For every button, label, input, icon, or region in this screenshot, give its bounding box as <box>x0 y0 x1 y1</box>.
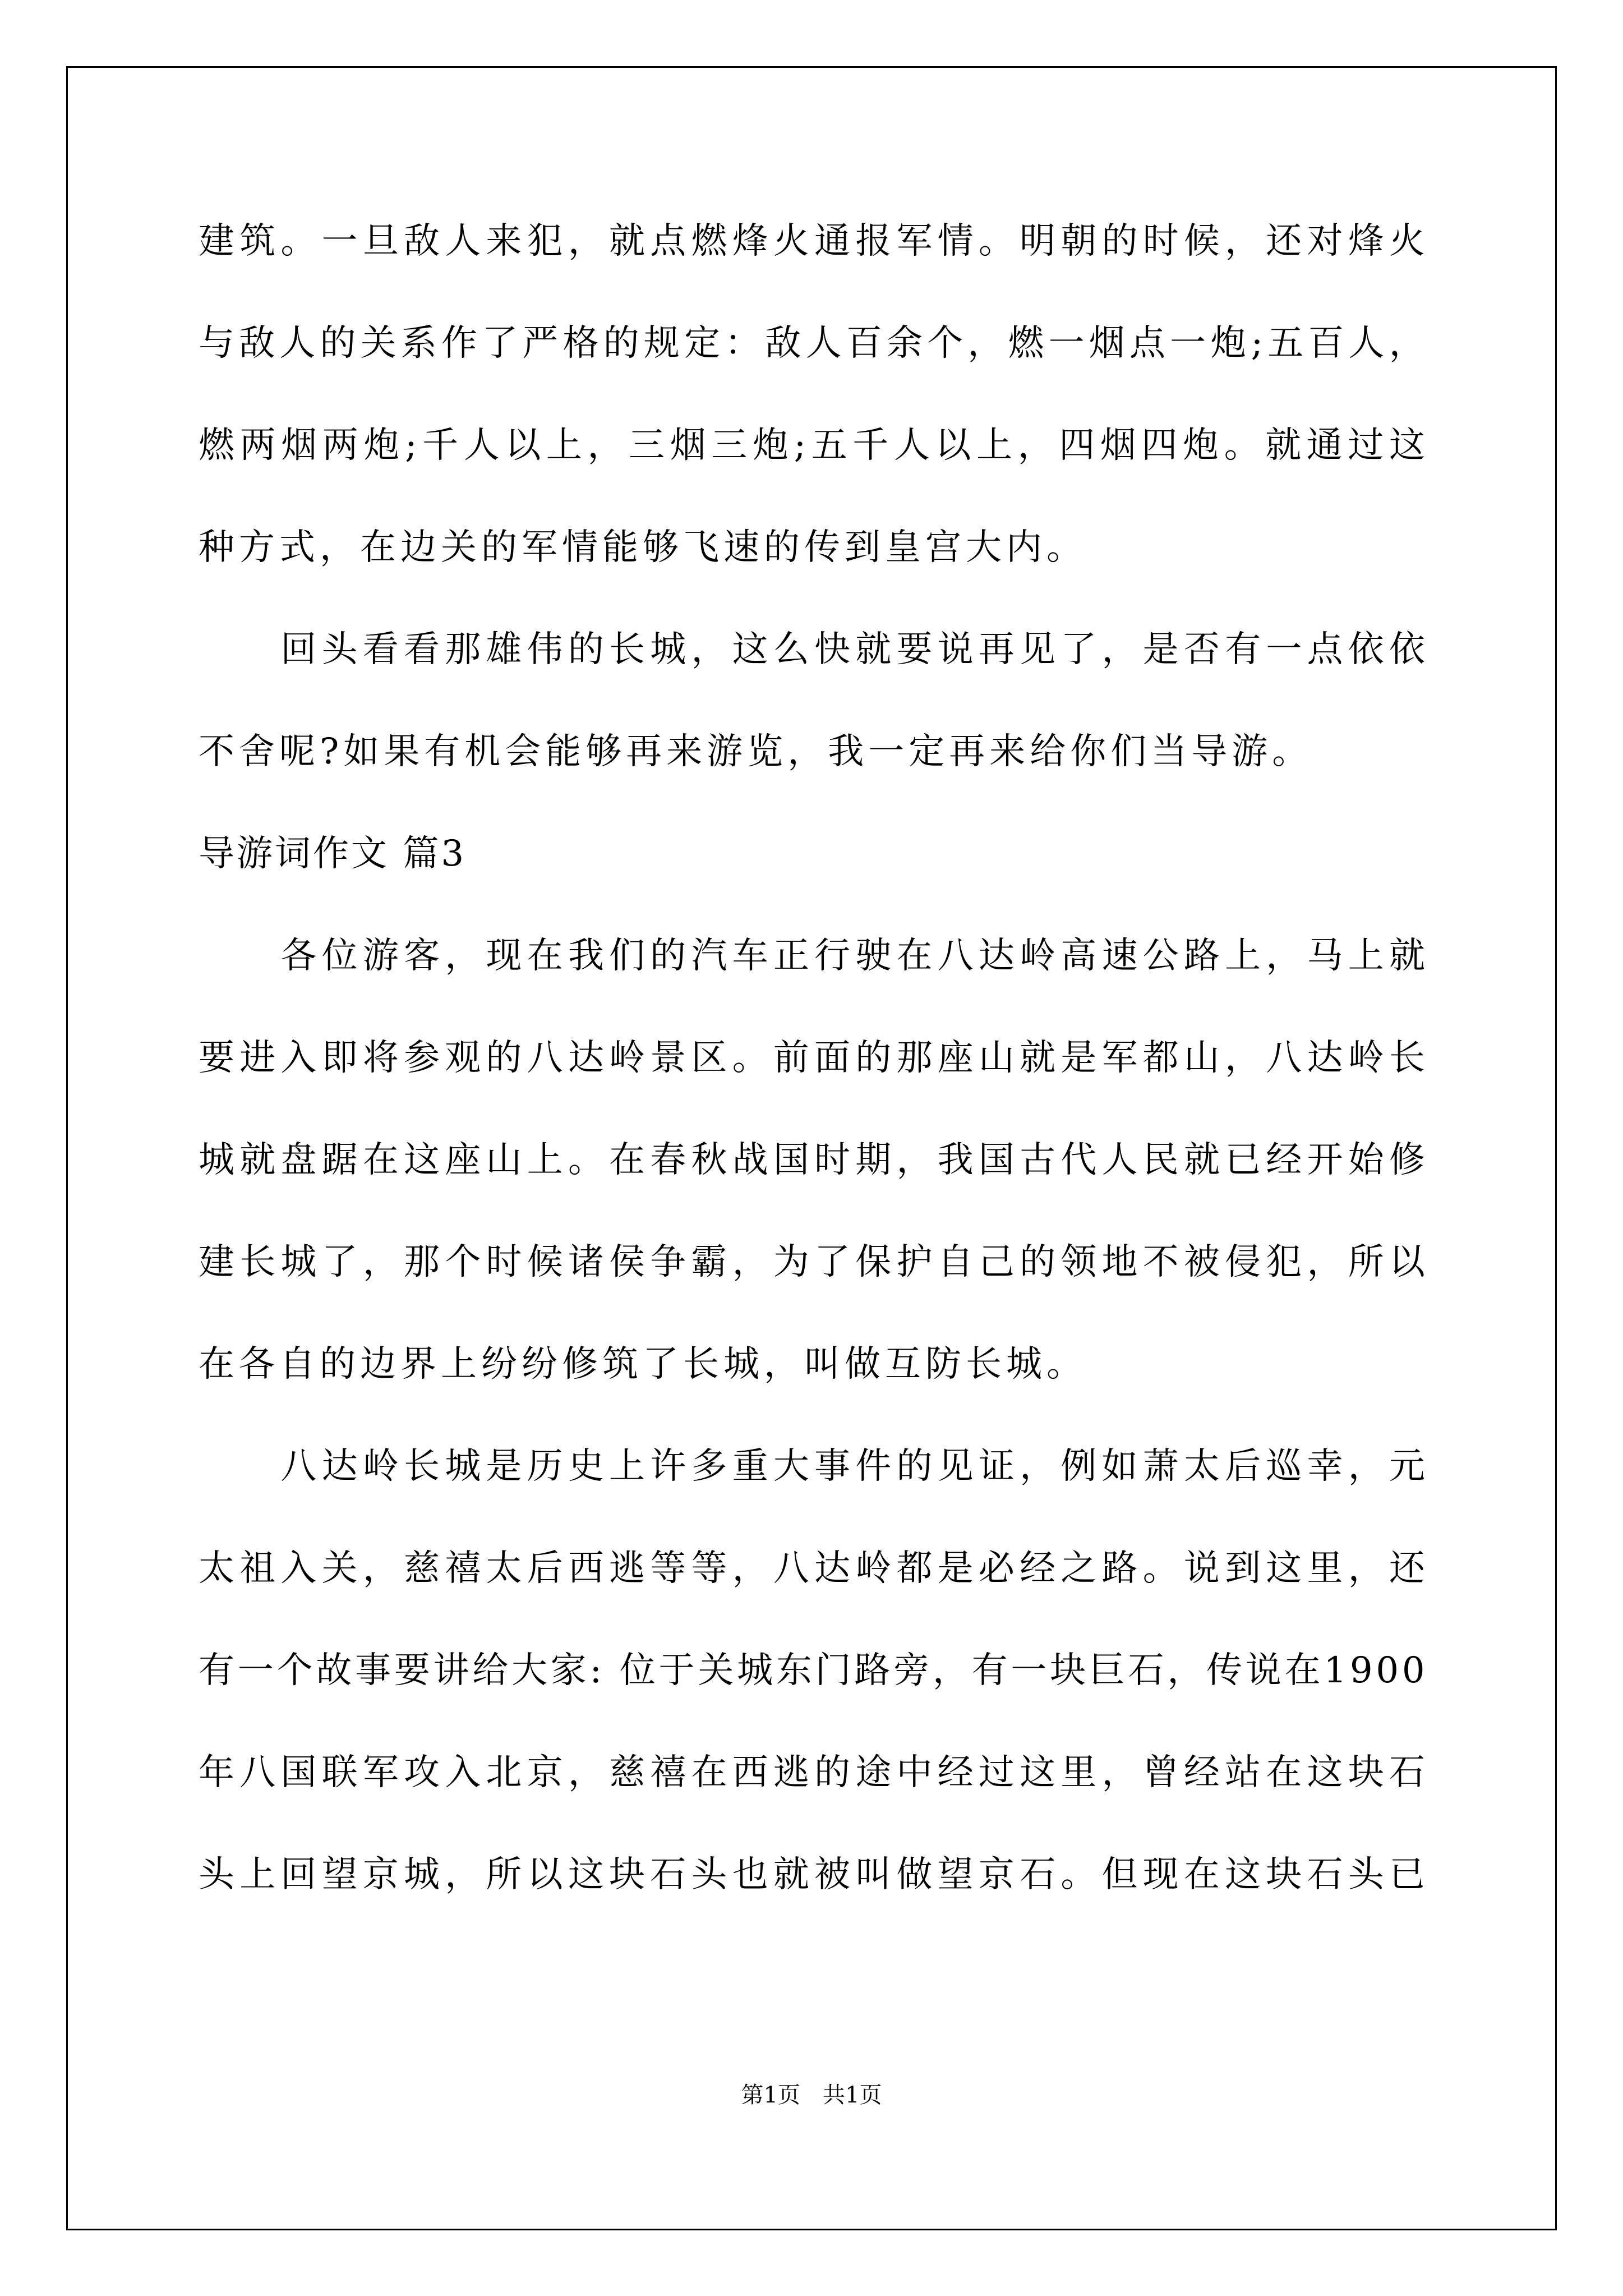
text-line: 不舍呢?如果有机会能够再来游览，我一定再来给你们当导游。 <box>199 731 1313 772</box>
text-line: 与 敌 人 的 关 系 作 了 严 格 的 规 定 ： 敌 人 百 余 个 ， 燃 一 烟 点 一 炮 ; 五 百 人 ， <box>199 323 1425 364</box>
text-line: 城 就 盘 踞 在 这 座 山 上 。 在 春 秋 战 国 时 期 ， 我 国 古 代 人 民 就 已 经 开 始 修 <box>199 1139 1425 1181</box>
text-line: 头 上 回 望 京 城 ， 所 以 这 块 石 头 也 就 被 叫 做 望 京 石 。 但 现 在 这 块 石 头 已 <box>199 1854 1425 1895</box>
text-line: 有 一 个 故 事 要 讲 给 大 家 : 位 于 关 城 东 门 路 旁 ， 有 一 块 巨 石 ， 传 说 在 1 9 0 0 <box>199 1650 1425 1691</box>
text-line: 要 进 入 即 将 参 观 的 八 达 岭 景 区 。 前 面 的 那 座 山 就 是 军 都 山 ， 八 达 岭 长 <box>199 1037 1425 1079</box>
text-line: 种方式，在边关的军情能够飞速的传到皇宫大内。 <box>199 527 1087 568</box>
text-line: 燃 两 烟 两 炮 ; 千 人 以 上 ， 三 烟 三 炮 ; 五 千 人 以 上 ， 四 烟 四 炮 。 就 通 过 这 <box>199 425 1425 466</box>
text-line: 在各自的边界上纷纷修筑了长城，叫做互防长城。 <box>199 1343 1087 1385</box>
text-line: 太 祖 入 关 ， 慈 禧 太 后 西 逃 等 等 ， 八 达 岭 都 是 必 经 之 路 。 说 到 这 里 ， 还 <box>199 1548 1425 1589</box>
text-line: 回 头 看 看 那 雄 伟 的 长 城 ， 这 么 快 就 要 说 再 见 了 ， 是 否 有 一 点 依 依 <box>280 629 1425 670</box>
section-heading: 导游词作文 篇3 <box>199 833 467 875</box>
text-line: 八 达 岭 长 城 是 历 史 上 许 多 重 大 事 件 的 见 证 ， 例 如 萧 太 后 巡 幸 ， 元 <box>280 1446 1425 1487</box>
text-line: 年 八 国 联 军 攻 入 北 京 ， 慈 禧 在 西 逃 的 途 中 经 过 这 里 ， 曾 经 站 在 这 块 石 <box>199 1752 1425 1793</box>
text-line: 各 位 游 客 ， 现 在 我 们 的 汽 车 正 行 驶 在 八 达 岭 高 速 公 路 上 ， 马 上 就 <box>280 935 1425 977</box>
text-line: 建 长 城 了 ， 那 个 时 候 诸 侯 争 霸 ， 为 了 保 护 自 己 的 领 地 不 被 侵 犯 ， 所 以 <box>199 1241 1425 1283</box>
text-line: 建 筑 。 一 旦 敌 人 来 犯 ， 就 点 燃 烽 火 通 报 军 情 。 明 朝 的 时 候 ， 还 对 烽 火 <box>199 220 1425 262</box>
page-footer: 第1页 共1页 <box>741 2082 882 2108</box>
